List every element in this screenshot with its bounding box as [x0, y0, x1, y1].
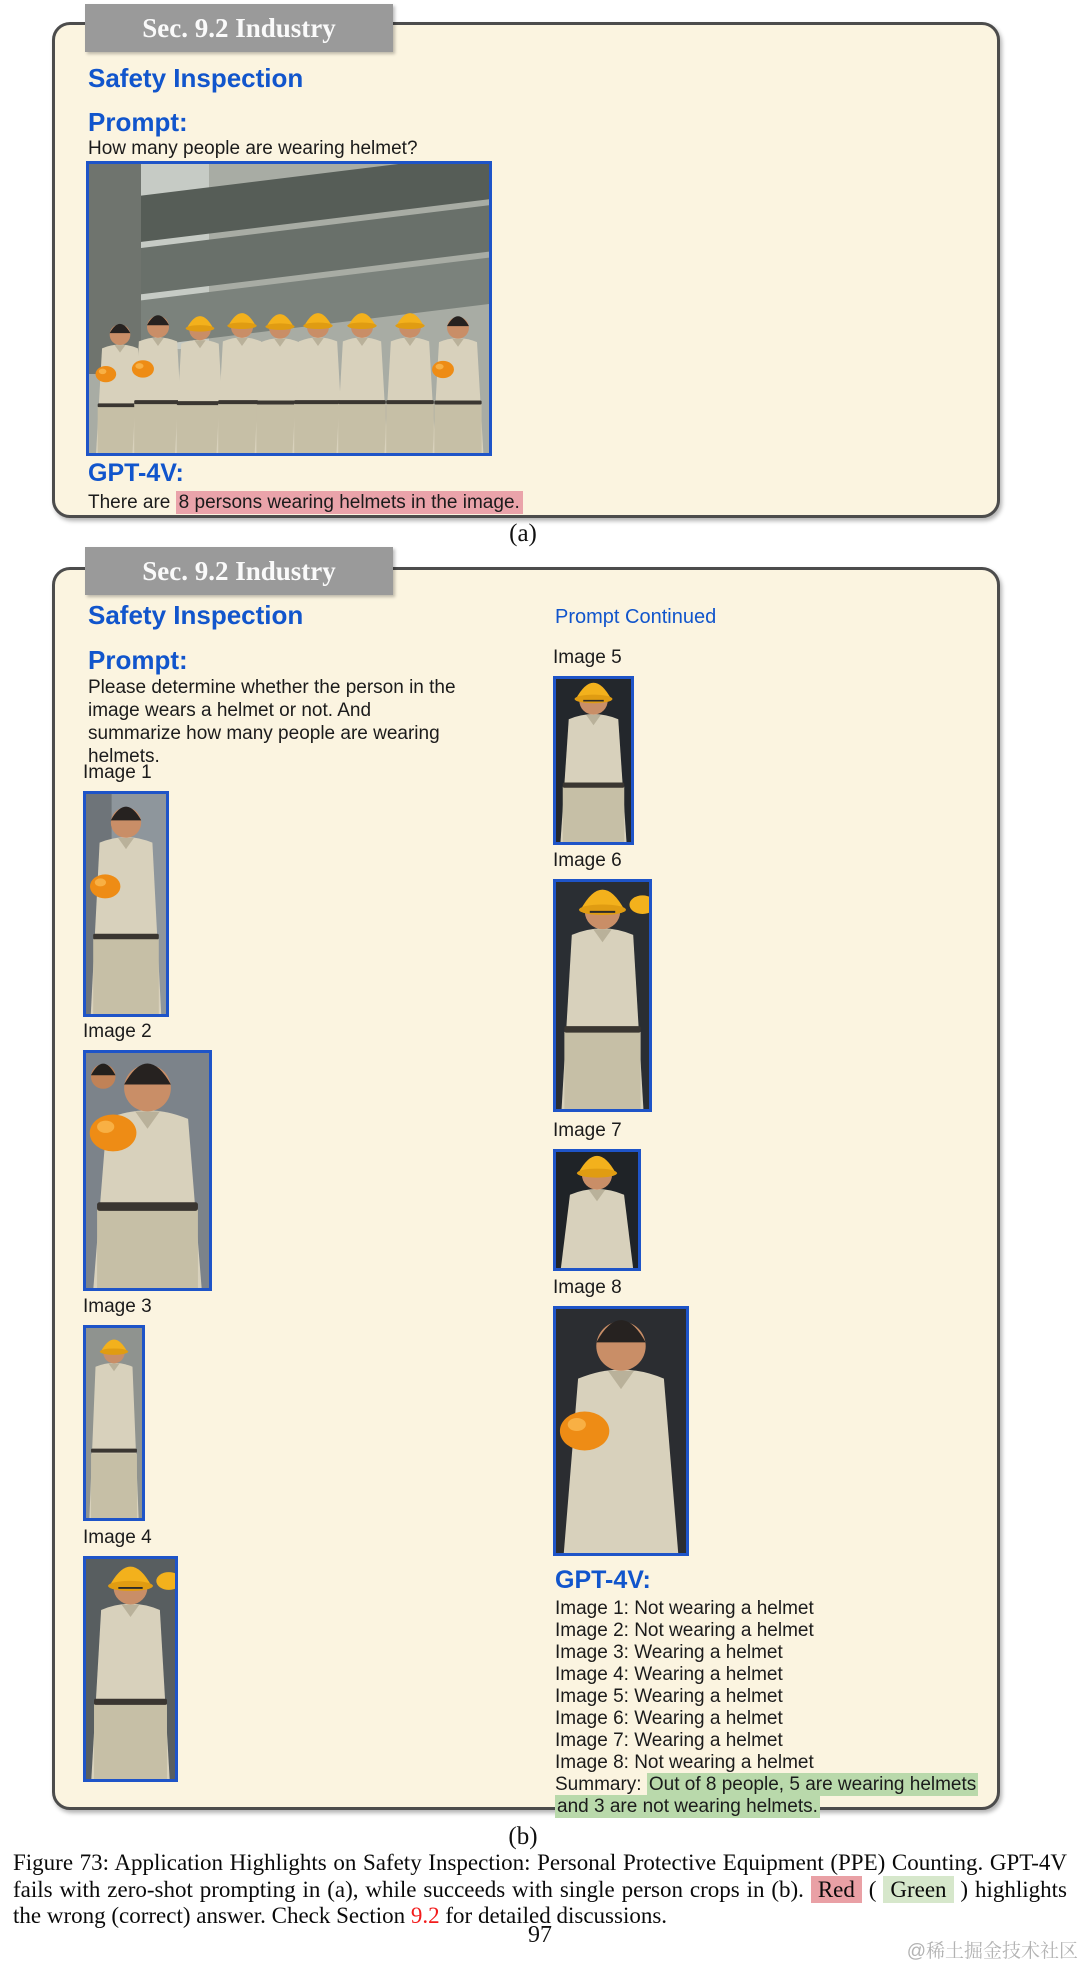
figure-image-1	[83, 761, 169, 1017]
response-prefix: There are	[88, 492, 176, 513]
image-2-photo	[83, 1050, 212, 1291]
panel-b-gpt-response	[555, 1598, 985, 1818]
image-6-photo	[553, 879, 652, 1112]
caption-text-end: for detailed discussions.	[439, 1903, 668, 1928]
panel-a-section-title: Safety Inspection	[88, 63, 304, 93]
image-1-photo	[83, 791, 169, 1017]
subfigure-label-a: (a)	[509, 520, 537, 547]
prompt-continued-label: Prompt Continued	[555, 606, 717, 628]
figure-image-5	[553, 646, 634, 845]
image-6-label: Image 6	[553, 850, 622, 871]
page-number: 97	[528, 1922, 552, 1948]
image-1-label: Image 1	[83, 762, 152, 783]
image-2-label: Image 2	[83, 1021, 152, 1042]
image-4-photo	[83, 1556, 178, 1782]
caption-paren-open: (	[861, 1876, 884, 1902]
gpt-response-line: Image 2: Not wearing a helmet	[555, 1620, 814, 1641]
panel-b-prompt-text: Please determine whether the person in the image wears a helmet or not. And summarize how many people are wearing helmets.	[88, 677, 456, 767]
image-5-label: Image 5	[553, 647, 622, 668]
figure-image-4	[83, 1526, 178, 1782]
image-8-photo	[553, 1306, 689, 1556]
section-tab-b-title: Sec. 9.2 Industry	[142, 556, 336, 586]
panel-b-prompt-label: Prompt:	[88, 645, 188, 675]
gpt-response-line: Image 1: Not wearing a helmet	[555, 1598, 814, 1619]
panel-a	[52, 22, 1000, 518]
worker-group-photo	[86, 161, 492, 456]
subfigure-label-b: (b)	[508, 1823, 538, 1850]
gpt-response-line: Image 6: Wearing a helmet	[555, 1708, 783, 1729]
section-tab-a	[85, 4, 393, 52]
caption-green-legend: Green	[883, 1876, 953, 1903]
image-5-photo	[553, 676, 634, 845]
figure-image-7	[553, 1119, 641, 1271]
image-8-label: Image 8	[553, 1277, 622, 1298]
image-4-label: Image 4	[83, 1527, 152, 1548]
figure-image-6	[553, 849, 652, 1112]
section-tab-b	[85, 547, 393, 595]
figure-image-3	[83, 1295, 152, 1521]
correct-answer-highlight-1: Out of 8 people, 5 are wearing helmets	[648, 1774, 977, 1795]
caption-red-legend: Red	[811, 1876, 862, 1903]
panel-a-prompt-question: How many people are wearing helmet?	[88, 138, 418, 159]
panel-b-gpt-label: GPT-4V:	[555, 1566, 651, 1594]
gpt-response-line: Image 4: Wearing a helmet	[555, 1664, 783, 1685]
gpt-response-lines	[555, 1598, 985, 1774]
correct-answer-highlight-2: and 3 are not wearing helmets.	[557, 1796, 818, 1817]
figure-caption	[13, 1850, 1067, 1930]
panel-a-gpt-label: GPT-4V:	[88, 459, 184, 487]
caption-text-mid: ) highlights the wrong (correct) answer. Check Section	[13, 1876, 1067, 1928]
image-3-label: Image 3	[83, 1296, 152, 1317]
panel-b-section-title: Safety Inspection	[88, 600, 304, 630]
figure-image-8	[553, 1276, 689, 1556]
panel-a-prompt-label: Prompt:	[88, 107, 188, 137]
gpt-response-line: Image 8: Not wearing a helmet	[555, 1752, 814, 1773]
gpt-summary-line	[555, 1774, 985, 1818]
summary-prefix: Summary:	[555, 1774, 647, 1795]
gpt-response-line: Image 3: Wearing a helmet	[555, 1642, 783, 1663]
section-tab-a-title: Sec. 9.2 Industry	[142, 13, 336, 43]
panel-a-gpt-response	[88, 491, 728, 514]
image-7-photo	[553, 1149, 641, 1271]
panel-b	[52, 567, 1000, 1817]
image-7-label: Image 7	[553, 1120, 622, 1141]
wrong-answer-highlight: 8 persons wearing helmets in the image.	[176, 491, 523, 514]
watermark: @稀土掘金技术社区	[906, 1941, 1078, 1962]
gpt-response-line: Image 7: Wearing a helmet	[555, 1730, 783, 1751]
image-3-photo	[83, 1325, 145, 1521]
figure-image-2	[83, 1020, 212, 1291]
section-9-2-link[interactable]: 9.2	[410, 1903, 440, 1928]
caption-text: Figure 73: Application Highlights on Safety Inspection: Personal Protective Equipment (PPE) Counting. GPT-4V fails with zero-shot prompting in (a), while succeeds with single person crops in (b).	[13, 1850, 1067, 1902]
gpt-response-line: Image 5: Wearing a helmet	[555, 1686, 783, 1707]
